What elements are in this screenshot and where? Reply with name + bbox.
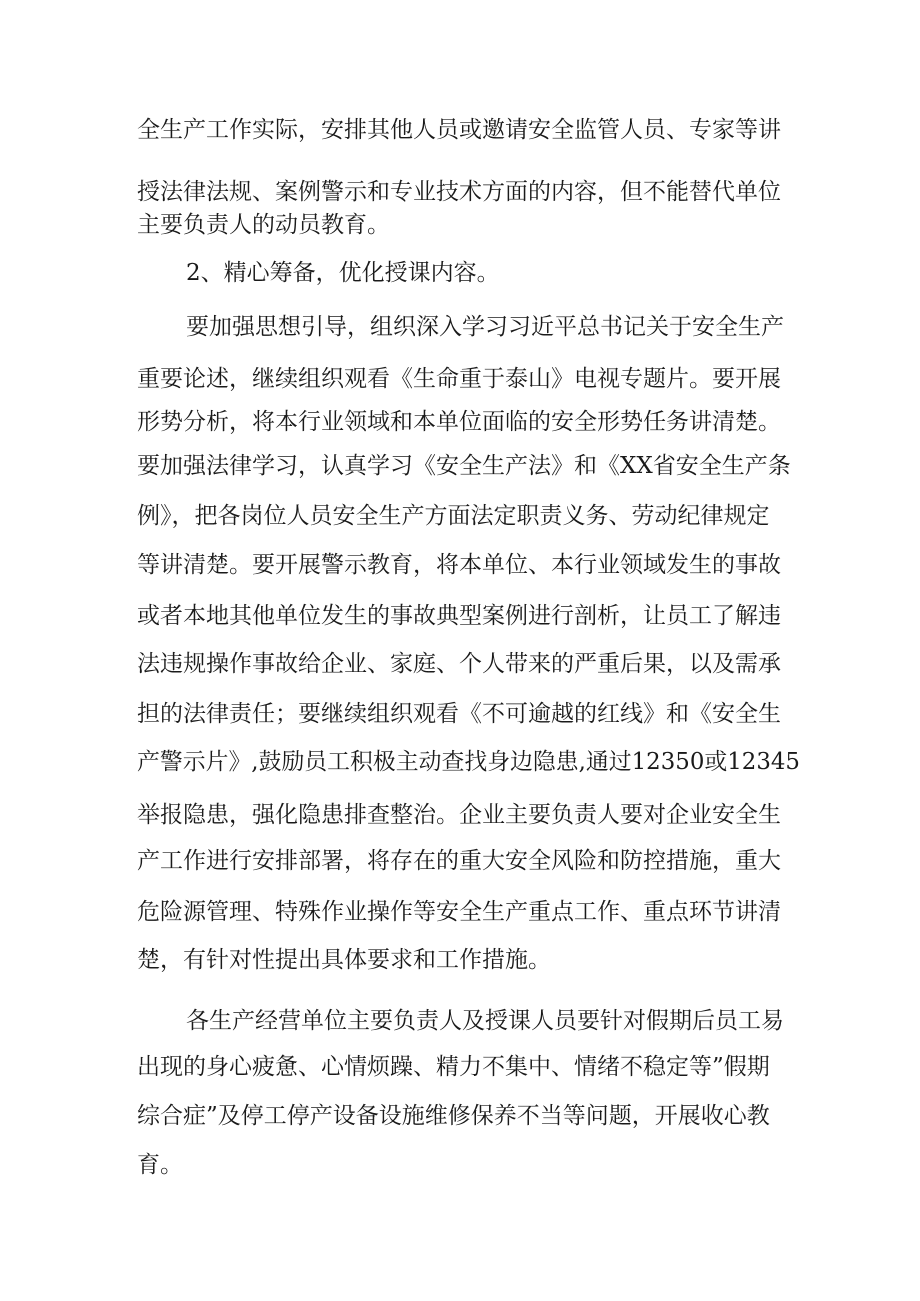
text-line: 例》，把各岗位人员安全生产方面法定职责义务、劳动纪律规定 (137, 503, 770, 529)
text-line: 楚，有针对性提出具体要求和工作措施。 (137, 947, 551, 973)
text-line: 形势分析，将本行业领域和本单位面临的安全形势任务讲清楚。 (137, 409, 781, 435)
text-line: 授法律法规、案例警示和专业技术方面的内容，但不能替代单位 (137, 179, 781, 205)
text-line: 育。 (137, 1152, 183, 1178)
text-line: 产警示片》,鼓励员工积极主动查找身边隐患,通过12350或12345 (137, 749, 800, 775)
text-line: 出现的身心疲惫、心情烦躁、精力不集中、情绪不稳定等”假期 (137, 1054, 770, 1080)
text-line: 主要负责人的动员教育。 (137, 212, 390, 238)
section-heading: 2、精心筹备，优化授课内容。 (186, 260, 500, 286)
text-line: 等讲清楚。要开展警示教育，将本单位、本行业领域发生的事故 (137, 552, 781, 578)
text-line: 综合症”及停工停产设备设施维修保养不当等问题，开展收心教 (137, 1103, 770, 1129)
text-line: 产工作进行安排部署，将存在的重大安全风险和防控措施，重大 (137, 848, 781, 874)
text-line: 危险源管理、特殊作业操作等安全生产重点工作、重点环节讲清 (137, 899, 781, 925)
text-line: 或者本地其他单位发生的事故典型案例进行剖析，让员工了解违 (137, 603, 781, 629)
text-line: 重要论述，继续组织观看《生命重于泰山》电视专题片。要开展 (137, 366, 781, 392)
text-line: 举报隐患，强化隐患排查整治。企业主要负责人要对企业安全生 (137, 802, 781, 828)
text-line: 担的法律责任；要继续组织观看《不可逾越的红线》和《安全生 (137, 701, 781, 727)
text-line: 各生产经营单位主要负责人及授课人员要针对假期后员工易 (186, 1008, 784, 1034)
text-line: 要加强法律学习，认真学习《安全生产法》和《XX省安全生产条 (137, 453, 791, 479)
text-line: 要加强思想引导，组织深入学习习近平总书记关于安全生产 (186, 314, 784, 340)
text-line: 法违规操作事故给企业、家庭、个人带来的严重后果，以及需承 (137, 651, 781, 677)
text-line: 全生产工作实际，安排其他人员或邀请安全监管人员、专家等讲 (137, 117, 781, 143)
